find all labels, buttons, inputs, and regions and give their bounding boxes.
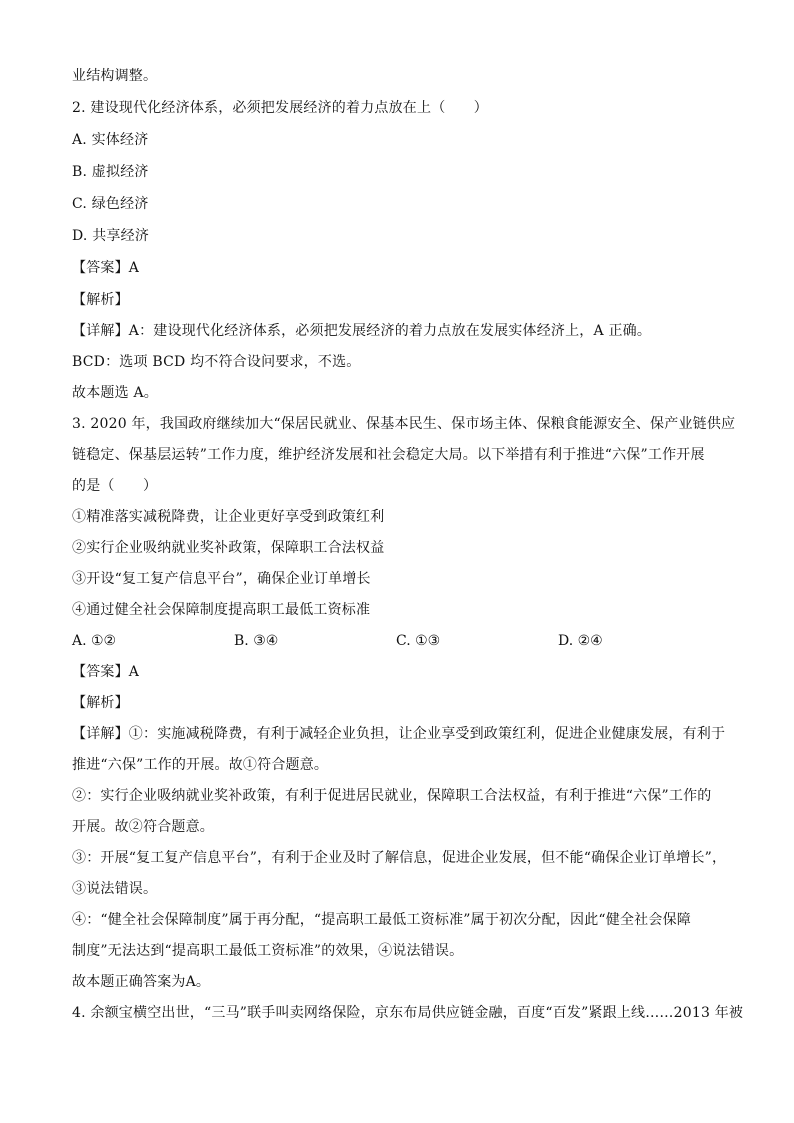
q2-option-a: A. 实体经济 xyxy=(72,132,149,148)
q3-options-row xyxy=(72,631,722,651)
q3-answer: 【答案】A xyxy=(72,664,140,680)
q2-analysis-label: 【解析】 xyxy=(72,292,129,308)
q3-item-4: ④通过健全社会保障制度提高职工最低工资标准 xyxy=(72,602,371,618)
q2-detail-line: 故本题选 A。 xyxy=(72,385,158,401)
q3-detail-line: 故本题正确答案为A。 xyxy=(72,974,211,990)
q3-detail-line: ③：开展“复工复产信息平台”，有利于企业及时了解信息，促进企业发展，但不能“确保企业订单增长”， xyxy=(72,850,727,866)
q3-item-1: ①精准落实减税降费，让企业更好享受到政策红利 xyxy=(72,509,385,525)
q3-detail-line: 【详解】①：实施减税降费，有利于减轻企业负担，让企业享受到政策红利，促进企业健康发展，有利于 xyxy=(72,726,726,742)
q3-item-2: ②实行企业吸纳就业奖补政策，保障职工合法权益 xyxy=(72,540,385,556)
q3-option-c: C. ①③ xyxy=(396,633,441,649)
q3-option-d: D. ②④ xyxy=(558,633,603,649)
q2-detail-line: 【详解】A：建设现代化经济体系，必须把发展经济的着力点放在发展实体经济上，A 正确。 xyxy=(72,323,652,339)
q3-detail-line: 推进“六保”工作的开展。故①符合题意。 xyxy=(72,757,329,773)
q3-stem-line: 3. 2020 年，我国政府继续加大“保居民就业、保基本民生、保市场主体、保粮食能源安全、保产业链供应 xyxy=(72,416,736,432)
q3-option-a: A. ①② xyxy=(72,633,117,649)
q3-stem-line: 的是（ ） xyxy=(72,478,158,494)
q3-detail-line: ④：“健全社会保障制度”属于再分配，“提高职工最低工资标准”属于初次分配，因此“健全社会保障 xyxy=(72,912,691,928)
q2-answer: 【答案】A xyxy=(72,260,140,276)
q3-detail-line: ②：实行企业吸纳就业奖补政策，有利于促进居民就业，保障职工合法权益，有利于推进“六保”工作的 xyxy=(72,788,712,804)
q3-analysis-label: 【解析】 xyxy=(72,695,129,711)
q3-item-3: ③开设“复工复产信息平台”，确保企业订单增长 xyxy=(72,571,371,587)
q3-detail-line: ③说法错误。 xyxy=(72,881,158,897)
q2-option-b: B. 虚拟经济 xyxy=(72,164,149,180)
q4-stem: 4. 余额宝横空出世，“三马”联手叫卖网络保险，京东布局供应链金融，百度“百发”紧跟上线……2013 年被 xyxy=(72,1005,744,1021)
q3-detail-line: 制度”无法达到“提高职工最低工资标准”的效果，④说法错误。 xyxy=(72,943,464,959)
q2-detail-line: BCD：选项 BCD 均不符合设问要求，不选。 xyxy=(72,354,361,370)
continued-text: 业结构调整。 xyxy=(72,68,158,84)
q2-stem: 2. 建设现代化经济体系，必须把发展经济的着力点放在上（ ） xyxy=(72,100,489,116)
q3-detail-line: 开展。故②符合题意。 xyxy=(72,819,214,835)
q3-stem-line: 链稳定、保基层运转”工作力度，维护经济发展和社会稳定大局。以下举措有利于推进“六保”工作开展 xyxy=(72,447,705,463)
q2-option-c: C. 绿色经济 xyxy=(72,196,149,212)
q2-option-d: D. 共享经济 xyxy=(72,228,150,244)
q3-option-b: B. ③④ xyxy=(234,633,279,649)
